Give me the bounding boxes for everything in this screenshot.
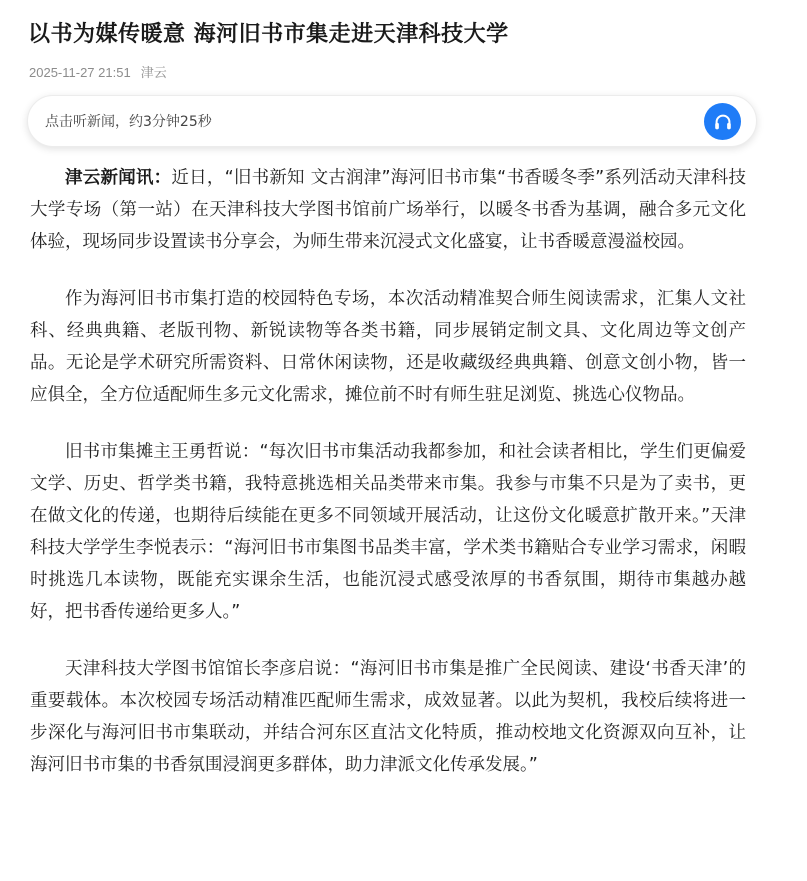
article-paragraph: 作为海河旧书市集打造的校园特色专场，本次活动精准契合师生阅读需求，汇集人文社科、经典典籍、老版刊物、新锐读物等各类书籍，同步展销定制文具、文化周边等文创产品。无论是学术研究所需资料、日常休闲读物，还是收藏级经典典籍、创意文创小物，皆一应俱全，全方位适配师生多元文化需求，摊位前不时有师生驻足浏览、挑选心仪物品。	[30, 289, 746, 405]
lead-label: 津云新闻讯：	[65, 168, 172, 188]
article-paragraph: 旧书市集摊主王勇哲说：“每次旧书市集活动我都参加，和社会读者相比，学生们更偏爱文学、历史、哲学类书籍，我特意挑选相关品类带来市集。我参与市集不只是为了卖书，更在做文化的传递，也期待后续能在更多不同领域开展活动，让这份文化暖意扩散开来。”天津科技大学学生李悦表示：“海河旧书市集图书品类丰富，学术类书籍贴合专业学习需求，闲暇时挑选几本读物，既能充实课余生活，也能沉浸式感受浓厚的书香氛围，期待市集越办越好，把书香传递给更多人。”	[30, 442, 746, 622]
listen-news-bar[interactable]	[27, 95, 757, 147]
listen-play-button[interactable]	[704, 103, 741, 140]
article-meta	[29, 63, 167, 83]
article-source[interactable]: 津云	[140, 65, 167, 80]
headphones-icon	[712, 111, 734, 133]
listen-news-label[interactable]: 点击听新闻，约3分钟25秒	[45, 114, 212, 130]
paragraph-text: 近日，“旧书新知 文古润津”海河旧书市集“书香暖冬季”系列活动天津科技大学专场（第一站）在天津科技大学图书馆前广场举行，以暖冬书香为基调，融合多元文化体验，现场同步设置读书分享会，为师生带来沉浸式文化盛宴，让书香暖意漫溢校园。	[30, 168, 747, 252]
article-body	[30, 162, 746, 806]
publish-datetime: 2025-11-27 21:51	[29, 65, 131, 80]
article-paragraph-lead	[30, 162, 746, 258]
article-title: 以书为媒传暖意 海河旧书市集走进天津科技大学	[28, 22, 509, 47]
article-paragraph: 天津科技大学图书馆馆长李彦启说：“海河旧书市集是推广全民阅读、建设‘书香天津’的重要载体。本次校园专场活动精准匹配师生需求，成效显著。以此为契机，我校后续将进一步深化与海河旧书市集联动，并结合河东区直沽文化特质，推动校地文化资源双向互补，让海河旧书市集的书香氛围浸润更多群体，助力津派文化传承发展。”	[30, 659, 746, 775]
